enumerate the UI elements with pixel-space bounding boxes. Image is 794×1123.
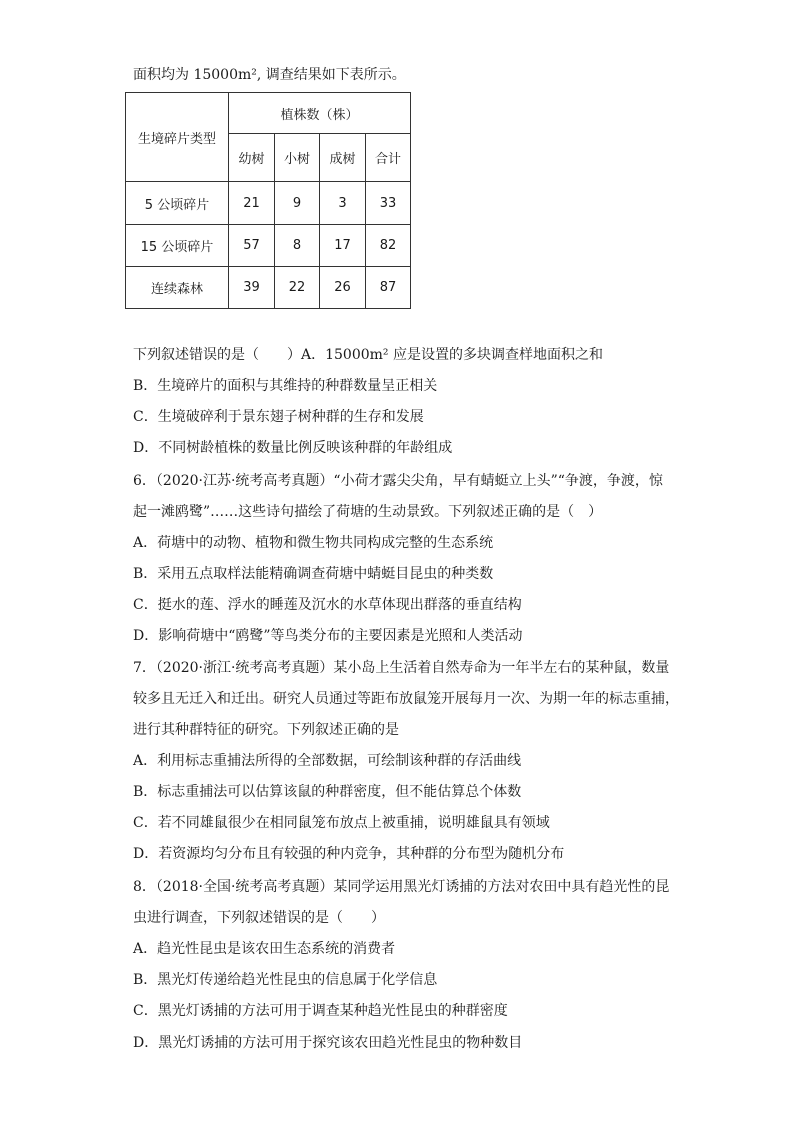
group-header-cell: 植株数（株） xyxy=(229,93,411,134)
value-cell: 33 xyxy=(366,182,411,225)
option-c-line: C．挺水的莲、浮水的睡莲及沉水的水草体现出群落的垂直结构 xyxy=(133,597,522,613)
habitat-type-cell: 连续森林 xyxy=(126,267,229,309)
option-d-line: D．影响荷塘中“鸥鹭”等鸟类分布的主要因素是光照和人类活动 xyxy=(133,628,523,644)
column-header-cell: 幼树 xyxy=(229,134,275,182)
value-cell: 39 xyxy=(229,267,275,309)
question-8-line: 虫进行调查，下列叙述错误的是（ ） xyxy=(133,910,385,926)
value-cell: 3 xyxy=(320,182,366,225)
value-cell: 21 xyxy=(229,182,275,225)
option-c-line: C．若不同雄鼠很少在相同鼠笼布放点上被重捕，说明雄鼠具有领域 xyxy=(133,815,550,831)
question-stem-line: 下列叙述错误的是（ ）A．15000m² 应是设置的多块调查样地面积之和 xyxy=(133,347,603,363)
column-header-cell: 小树 xyxy=(275,134,320,182)
value-cell: 9 xyxy=(275,182,320,225)
column-header-cell: 合计 xyxy=(366,134,411,182)
option-d-line: D．黑光灯诱捕的方法可用于探究该农田趋光性昆虫的物种数目 xyxy=(133,1035,523,1051)
option-a-line: A．趋光性昆虫是该农田生态系统的消费者 xyxy=(133,941,396,957)
value-cell: 17 xyxy=(320,225,366,267)
value-cell: 82 xyxy=(366,225,411,267)
question-7-line: 7．（2020·浙江·统考高考真题）某小岛上生活着自然寿命为一年半左右的某种鼠，数量 xyxy=(133,660,670,676)
option-c-line: C．生境破碎利于景东翅子树种群的生存和发展 xyxy=(133,409,424,425)
row-header-cell: 生境碎片类型 xyxy=(126,93,229,182)
option-a-line: A．利用标志重捕法所得的全部数据，可绘制该种群的存活曲线 xyxy=(133,753,522,769)
option-d-line: D．不同树龄植株的数量比例反映该种群的年龄组成 xyxy=(133,440,453,456)
question-6-line: 起一滩鸥鹭”……这些诗句描绘了荷塘的生动景致。下列叙述正确的是（ ） xyxy=(133,504,603,520)
option-a-line: A．荷塘中的动物、植物和微生物共同构成完整的生态系统 xyxy=(133,535,494,551)
habitat-type-cell: 5 公顷碎片 xyxy=(126,182,229,225)
value-cell: 22 xyxy=(275,267,320,309)
question-7-line: 较多且无迁入和迁出。研究人员通过等距布放鼠笼开展每月一次、为期一年的标志重捕， xyxy=(133,691,679,707)
table-row xyxy=(126,182,411,225)
option-c-line: C．黑光灯诱捕的方法可用于调查某种趋光性昆虫的种群密度 xyxy=(133,1003,508,1019)
survey-table xyxy=(125,92,411,309)
intro-line: 面积均为 15000m², 调查结果如下表所示。 xyxy=(133,67,406,83)
habitat-type-cell: 15 公顷碎片 xyxy=(126,225,229,267)
column-header-cell: 成树 xyxy=(320,134,366,182)
value-cell: 57 xyxy=(229,225,275,267)
option-b-line: B．采用五点取样法能精确调查荷塘中蜻蜓目昆虫的种类数 xyxy=(133,566,494,582)
option-d-line: D．若资源均匀分布且有较强的种内竞争，其种群的分布型为随机分布 xyxy=(133,846,565,862)
question-8-line: 8．（2018·全国·统考高考真题）某同学运用黑光灯诱捕的方法对农田中具有趋光性的昆 xyxy=(133,879,670,895)
value-cell: 87 xyxy=(366,267,411,309)
question-7-line: 进行其种群特征的研究。下列叙述正确的是 xyxy=(133,722,399,738)
table-row xyxy=(126,267,411,309)
table-row xyxy=(126,225,411,267)
option-b-line: B．生境碎片的面积与其维持的种群数量呈正相关 xyxy=(133,378,438,394)
option-b-line: B．标志重捕法可以估算该鼠的种群密度，但不能估算总个体数 xyxy=(133,784,522,800)
value-cell: 8 xyxy=(275,225,320,267)
value-cell: 26 xyxy=(320,267,366,309)
question-6-line: 6．（2020·江苏·统考高考真题）“小荷才露尖尖角，早有蜻蜓立上头”“争渡，争渡，惊 xyxy=(133,473,663,489)
option-b-line: B．黑光灯传递给趋光性昆虫的信息属于化学信息 xyxy=(133,972,438,988)
